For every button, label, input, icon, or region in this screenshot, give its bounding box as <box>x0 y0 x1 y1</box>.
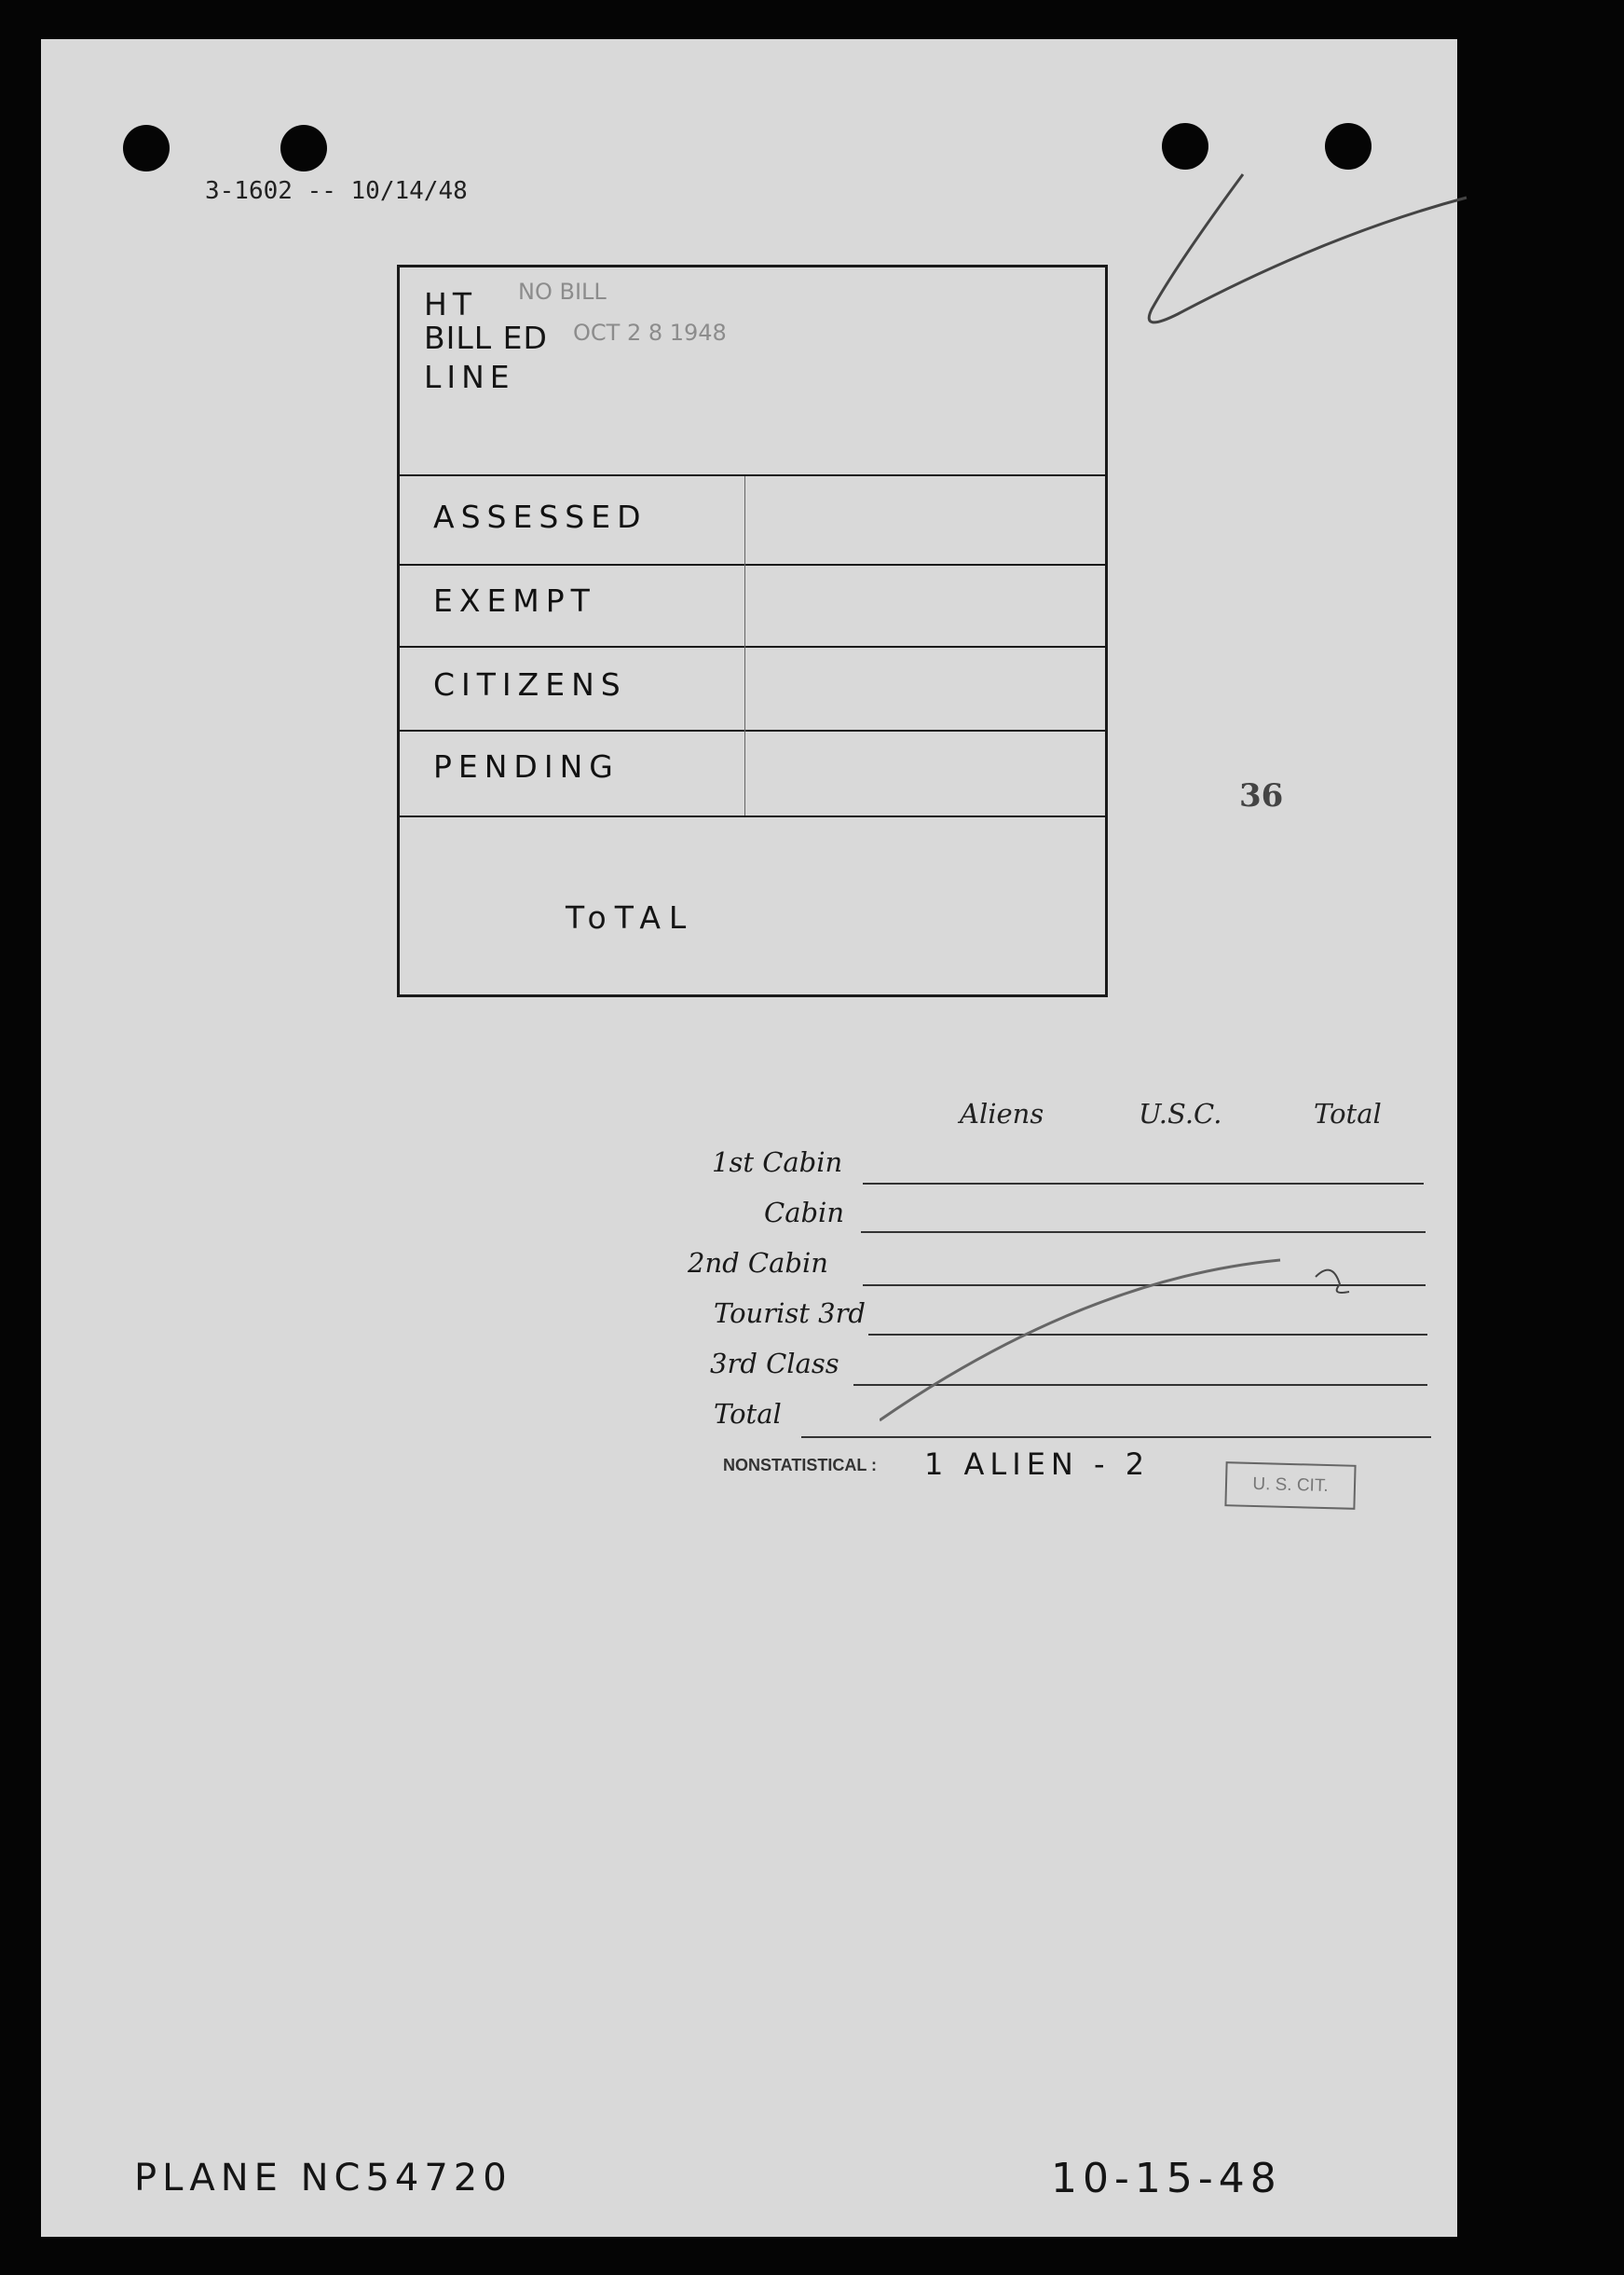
billing-box <box>397 265 1108 997</box>
us-cit-stamp-text: U. S. CIT. <box>1252 1473 1329 1497</box>
total-label: ToTAL <box>566 899 695 936</box>
punch-hole <box>280 125 327 171</box>
nonstatistical-label: NONSTATISTICAL : <box>723 1456 877 1474</box>
divider <box>400 474 1105 476</box>
column-usc: U.S.C. <box>1139 1098 1222 1130</box>
column-divider <box>744 476 745 815</box>
row-pending: PENDING <box>433 748 620 785</box>
row-citizens: CITIZENS <box>433 666 627 703</box>
row-2nd-cabin: 2nd Cabin <box>688 1247 828 1279</box>
us-cit-stamp <box>1224 1461 1356 1510</box>
divider <box>400 730 1105 732</box>
punch-hole <box>123 125 170 171</box>
file-reference: 3-1602 -- 10/14/48 <box>205 177 468 205</box>
row-cabin: Cabin <box>764 1197 844 1228</box>
row-1st-cabin: 1st Cabin <box>712 1146 843 1178</box>
page-number: 36 <box>1239 777 1284 815</box>
row-3rd-class: 3rd Class <box>710 1348 839 1379</box>
no-bill-stamp: NO BILL <box>518 279 607 305</box>
header-ht: HT <box>424 286 477 322</box>
check-mark <box>1140 132 1476 356</box>
date-stamp: OCT 2 8 1948 <box>573 320 727 346</box>
nonstatistical-value: 1 ALIEN - 2 <box>924 1446 1151 1482</box>
header-billed: BILL ED <box>424 320 548 356</box>
row-tourist-3rd: Tourist 3rd <box>714 1297 866 1329</box>
divider <box>400 564 1105 566</box>
pencil-strike <box>880 1223 1383 1437</box>
header-line: LINE <box>424 359 515 395</box>
row-assessed: ASSESSED <box>433 499 648 535</box>
fill-line <box>863 1183 1424 1185</box>
document-page <box>41 39 1457 2237</box>
row-exempt: EXEMPT <box>433 582 596 619</box>
footer-date: 10-15-48 <box>1051 2155 1282 2202</box>
divider <box>400 815 1105 817</box>
row-total: Total <box>714 1398 782 1430</box>
divider <box>400 646 1105 648</box>
column-aliens: Aliens <box>960 1098 1044 1130</box>
plane-number: PLANE NC54720 <box>134 2157 512 2200</box>
column-total: Total <box>1314 1098 1382 1130</box>
